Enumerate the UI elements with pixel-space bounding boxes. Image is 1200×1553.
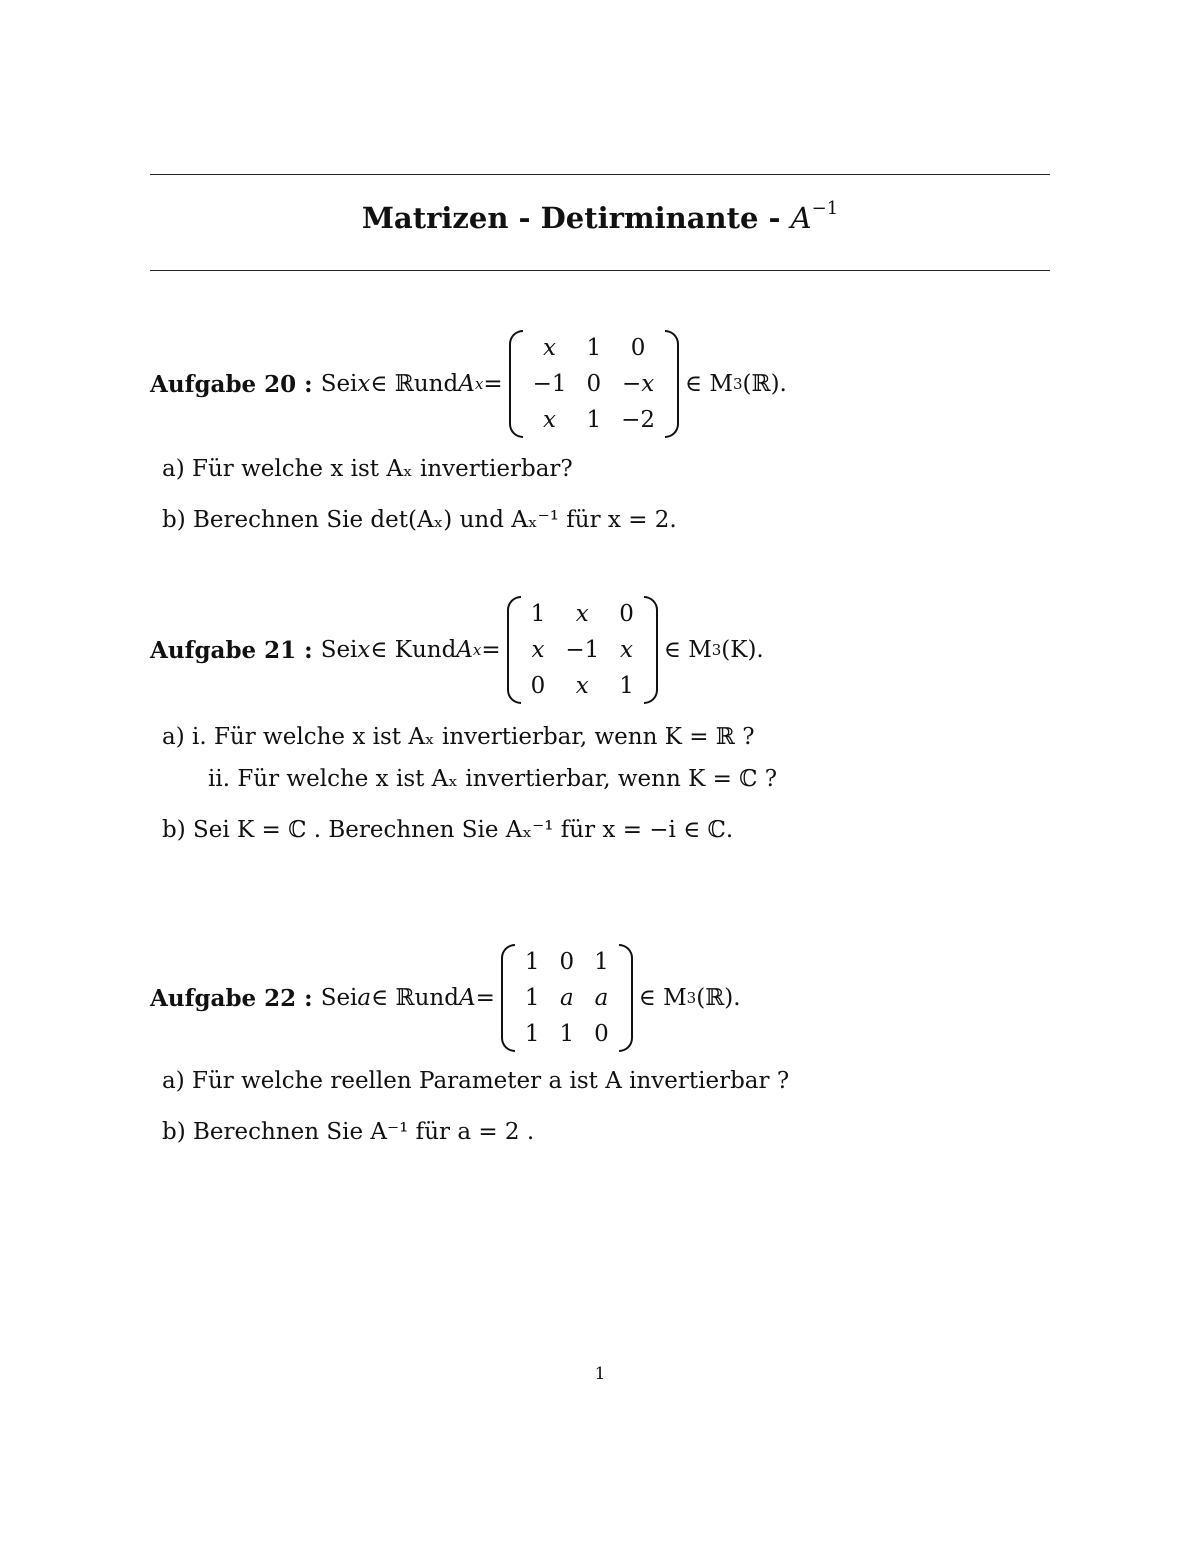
matrix-space-label: ∈ M	[685, 371, 733, 397]
matrix-cell: −x	[621, 371, 655, 397]
matrix-cell: −2	[621, 407, 656, 433]
matrix-cell: 0	[586, 371, 602, 397]
task-21-item-b: b) Sei K = ℂ . Berechnen Sie Aₓ⁻¹ für x = −i ∈ ℂ.	[162, 817, 734, 843]
task-intro: Sei	[320, 371, 358, 397]
matrix-space-sub: 3	[686, 989, 697, 1007]
task-intro: Sei	[320, 985, 358, 1011]
matrix-space-tail: (ℝ).	[742, 371, 787, 397]
task-heading: Aufgabe 20 :	[150, 370, 313, 398]
task-set: ∈ ℝ	[370, 371, 414, 397]
matrix-space-sub: 3	[711, 641, 722, 659]
matrix-table	[523, 330, 665, 438]
task-und: und	[414, 985, 459, 1011]
matrix-cell: x	[575, 601, 589, 627]
matrix-cell: x	[620, 637, 634, 663]
matrix	[509, 330, 679, 438]
matrix-subscript: x	[474, 375, 484, 393]
task-21	[150, 596, 764, 704]
page-title	[0, 198, 1200, 235]
matrix-table	[521, 596, 644, 704]
matrix-space-tail: (K).	[721, 637, 764, 663]
equals-sign: =	[481, 637, 501, 663]
page-number: 1	[594, 1364, 606, 1384]
top-rule	[150, 174, 1050, 175]
task-und: und	[411, 637, 457, 663]
matrix-cell: 1	[594, 949, 609, 975]
matrix-cell: a	[559, 985, 574, 1011]
matrix-cell: x	[543, 407, 557, 433]
bottom-rule	[150, 270, 1050, 271]
task-20-item-a: a) Für welche x ist Aₓ invertierbar?	[162, 456, 573, 482]
task-21-item-a-i: a) i. Für welche x ist Aₓ invertierbar, wenn K = ℝ ?	[162, 724, 755, 750]
title-math: A	[790, 201, 812, 235]
matrix-table	[515, 944, 619, 1052]
matrix-cell: 1	[524, 949, 540, 975]
left-paren	[509, 330, 523, 438]
matrix-cell: 1	[530, 601, 546, 627]
matrix-cell: −1	[532, 371, 567, 397]
matrix-cell: x	[575, 673, 589, 699]
matrix-space-sub: 3	[732, 375, 743, 393]
matrix-cell: 1	[619, 673, 634, 699]
matrix-cell: 0	[530, 673, 546, 699]
title-text: Matrizen - Detirminante -	[361, 201, 791, 235]
matrix-cell: 1	[524, 1021, 540, 1047]
task-und: und	[413, 371, 459, 397]
right-paren	[644, 596, 658, 704]
task-set: ∈ ℝ	[371, 985, 415, 1011]
matrix-subscript: x	[472, 641, 482, 659]
matrix-cell: x	[543, 335, 557, 361]
task-20-item-b: b) Berechnen Sie det(Aₓ) und Aₓ⁻¹ für x = 2.	[162, 507, 677, 533]
matrix-space-label: ∈ M	[663, 637, 712, 663]
task-heading: Aufgabe 21 :	[150, 636, 313, 664]
task-set: ∈ K	[370, 637, 412, 663]
matrix-cell: 0	[619, 601, 634, 627]
left-paren	[507, 596, 521, 704]
right-paren	[619, 944, 633, 1052]
matrix-space-tail: (ℝ).	[696, 985, 741, 1011]
task-22-item-b: b) Berechnen Sie A⁻¹ für a = 2 .	[162, 1119, 535, 1145]
matrix-cell: a	[594, 985, 609, 1011]
matrix-cell: x	[531, 637, 545, 663]
task-22-item-a: a) Für welche reellen Parameter a ist A invertierbar ?	[162, 1068, 790, 1094]
matrix-cell: 1	[524, 985, 540, 1011]
task-heading: Aufgabe 22 :	[150, 984, 313, 1012]
matrix	[501, 944, 633, 1052]
matrix-cell: 1	[586, 335, 602, 361]
matrix-cell: −1	[565, 637, 600, 663]
matrix-cell: 0	[630, 335, 646, 361]
task-variable: x	[357, 637, 371, 663]
matrix-cell: 1	[559, 1021, 575, 1047]
equals-sign: =	[475, 985, 495, 1011]
task-variable: x	[357, 371, 371, 397]
title-sup: −1	[811, 198, 839, 219]
matrix-name: A	[456, 637, 473, 663]
matrix-cell: 0	[594, 1021, 609, 1047]
task-21-item-a-ii: ii. Für welche x ist Aₓ invertierbar, wenn K = ℂ ?	[208, 766, 778, 792]
right-paren	[665, 330, 679, 438]
task-variable: a	[357, 985, 372, 1011]
matrix-name: A	[458, 371, 475, 397]
task-20	[150, 330, 787, 438]
matrix-cell: 1	[586, 407, 602, 433]
matrix	[507, 596, 658, 704]
task-intro: Sei	[320, 637, 358, 663]
left-paren	[501, 944, 515, 1052]
matrix-cell: 0	[559, 949, 575, 975]
equals-sign: =	[483, 371, 503, 397]
matrix-name: A	[458, 985, 476, 1011]
task-22	[150, 944, 741, 1052]
matrix-space-label: ∈ M	[638, 985, 687, 1011]
